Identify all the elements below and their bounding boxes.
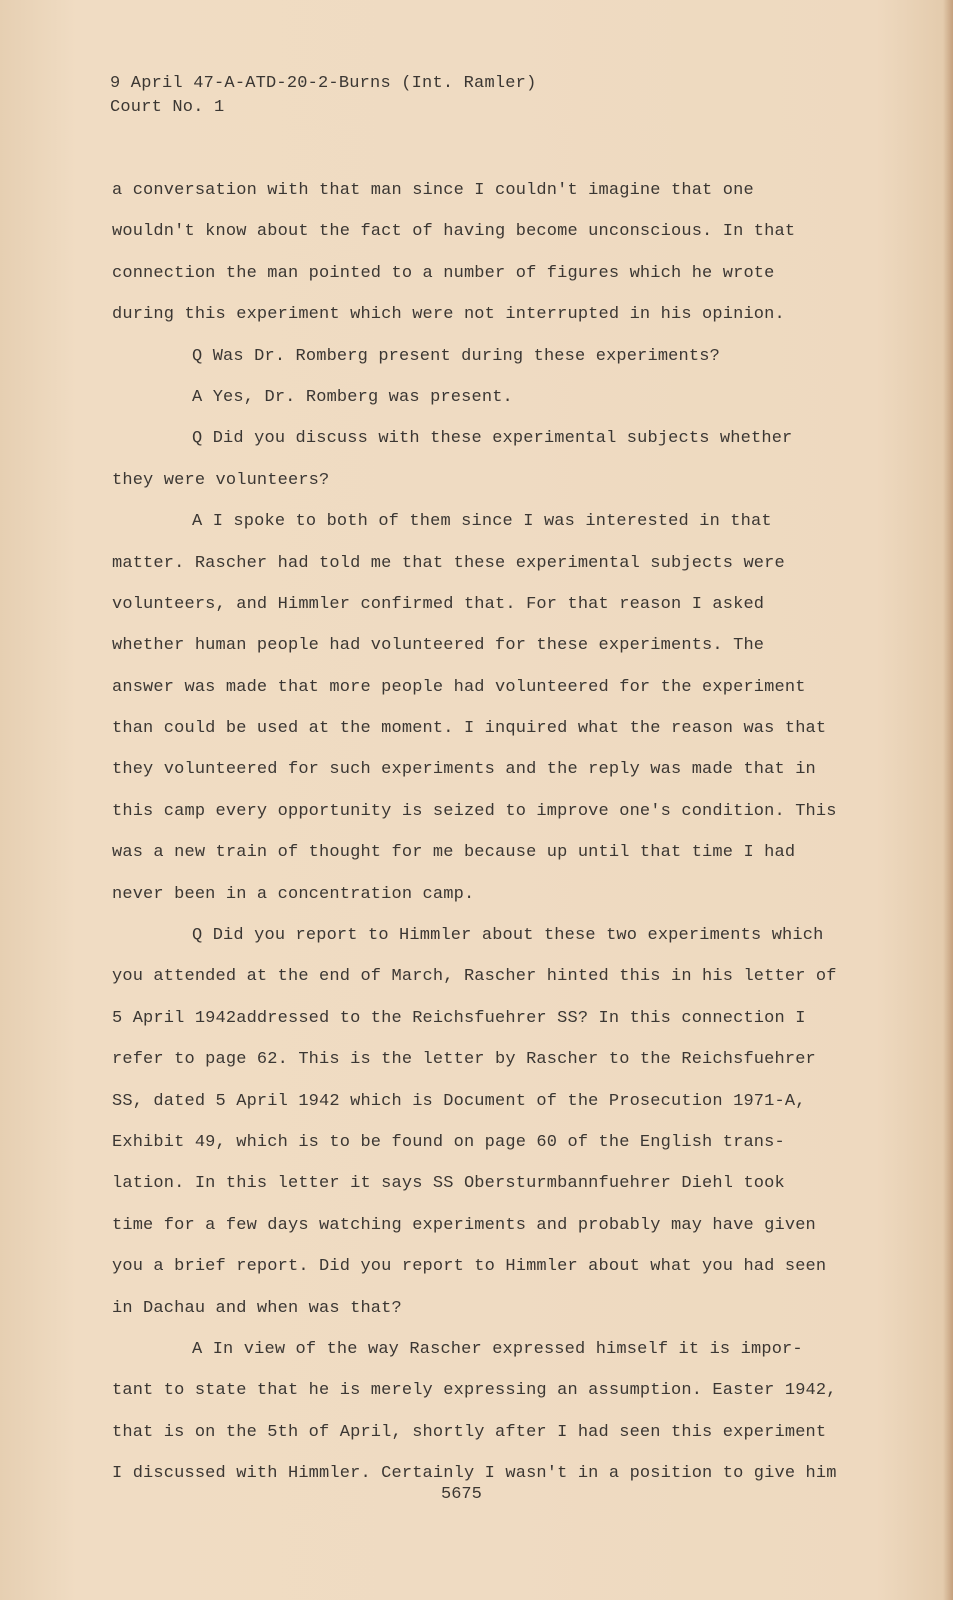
transcript-line: wouldn't know about the fact of having become unconscious. In that bbox=[112, 222, 796, 242]
page-edge-shadow bbox=[943, 0, 953, 1600]
transcript-question: Q Was Dr. Romberg present during these experiments? bbox=[192, 346, 720, 366]
document-header bbox=[110, 72, 536, 120]
transcript-line: lation. In this letter it says SS Obersturmbannfuehrer Diehl took bbox=[112, 1174, 785, 1194]
transcript-line: connection the man pointed to a number of figures which he wrote bbox=[112, 263, 775, 283]
transcript-line: that is on the 5th of April, shortly after I had seen this experiment bbox=[112, 1422, 827, 1442]
header-case-reference: 9 April 47-A-ATD-20-2-Burns (Int. Ramler) bbox=[110, 74, 537, 93]
transcript-line: whether human people had volunteered for these experiments. The bbox=[112, 636, 765, 656]
transcript-line: tant to state that he is merely expressing an assumption. Easter 1942, bbox=[112, 1381, 837, 1401]
transcript-answer: A Yes, Dr. Romberg was present. bbox=[192, 387, 513, 407]
transcript-line: was a new train of thought for me because up until that time I had bbox=[112, 843, 796, 863]
transcript-line: refer to page 62. This is the letter by Rascher to the Reichsfuehrer bbox=[112, 1050, 816, 1070]
transcript-line: never been in a concentration camp. bbox=[112, 884, 475, 904]
transcript-line: they volunteered for such experiments and the reply was made that in bbox=[112, 760, 816, 780]
transcript-line: 5 April 1942addressed to the Reichsfuehrer SS? In this connection I bbox=[112, 1008, 806, 1028]
transcript-line: you attended at the end of March, Rascher hinted this in his letter of bbox=[112, 967, 837, 987]
transcript-answer: A I spoke to both of them since I was interested in that bbox=[192, 512, 772, 532]
transcript-line: Exhibit 49, which is to be found on page 60 of the English trans- bbox=[112, 1132, 785, 1152]
transcript-line: SS, dated 5 April 1942 which is Document of the Prosecution 1971-A, bbox=[112, 1091, 806, 1111]
transcript-line: volunteers, and Himmler confirmed that. For that reason I asked bbox=[112, 594, 765, 614]
header-court-number: Court No. 1 bbox=[110, 98, 225, 117]
transcript-line: time for a few days watching experiments and probably may have given bbox=[112, 1215, 816, 1235]
transcript-line: matter. Rascher had told me that these experimental subjects were bbox=[112, 553, 785, 573]
transcript-question: Q Did you discuss with these experimental subjects whether bbox=[192, 429, 793, 449]
transcript-line: a conversation with that man since I couldn't imagine that one bbox=[112, 181, 754, 200]
transcript-answer: A In view of the way Rascher expressed himself it is impor- bbox=[192, 1339, 803, 1359]
transcript-line: you a brief report. Did you report to Himmler about what you had seen bbox=[112, 1257, 827, 1277]
transcript-line: I discussed with Himmler. Certainly I wasn't in a position to give him bbox=[112, 1464, 837, 1484]
transcript-body bbox=[112, 170, 837, 1495]
page-number: 5675 bbox=[441, 1485, 482, 1504]
transcript-line: answer was made that more people had volunteered for the experiment bbox=[112, 677, 806, 697]
transcript-question: Q Did you report to Himmler about these two experiments which bbox=[192, 926, 824, 946]
transcript-line: than could be used at the moment. I inquired what the reason was that bbox=[112, 719, 827, 739]
transcript-line: in Dachau and when was that? bbox=[112, 1298, 402, 1318]
transcript-line: this camp every opportunity is seized to improve one's condition. This bbox=[112, 801, 837, 821]
transcript-line: during this experiment which were not interrupted in his opinion. bbox=[112, 305, 785, 325]
transcript-line: they were volunteers? bbox=[112, 470, 330, 490]
